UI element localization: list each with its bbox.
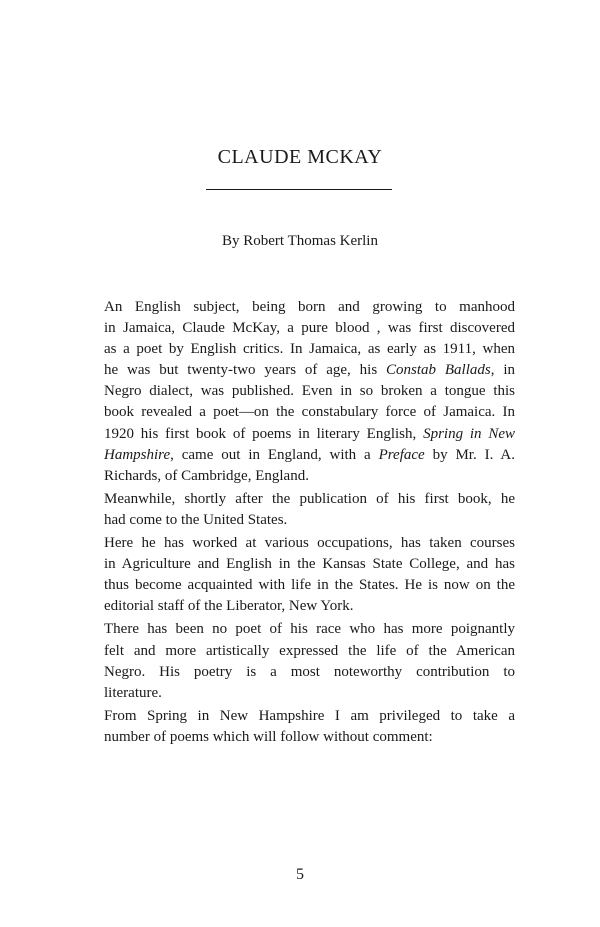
text-segment: Richards, of Cambridge, England. [104, 467, 309, 484]
paragraph [104, 489, 515, 531]
text-segment: as a poet by English critics. In Jamaica, as early as 1911, when [104, 341, 515, 358]
text-line [104, 489, 515, 510]
text-segment: in Agriculture and English in the Kansas State College, and has [104, 556, 515, 573]
text-line [104, 533, 515, 554]
text-line [104, 381, 515, 402]
text-segment: Here he has worked at various occupations, has taken courses [104, 535, 515, 552]
paragraph [104, 297, 515, 487]
text-line [104, 297, 515, 318]
text-segment: 1920 his first book of poems in literary English, [104, 425, 424, 442]
page-number: 5 [296, 866, 304, 883]
text-line [104, 360, 515, 381]
text-segment: felt and more artistically expressed the life of the American [104, 642, 515, 659]
paragraph [104, 619, 515, 703]
text-segment: , came out in England, with a [170, 446, 379, 463]
text-line [104, 339, 515, 360]
text-line [104, 318, 515, 339]
text-line [104, 683, 515, 704]
text-line [104, 727, 515, 748]
text-line [104, 619, 515, 640]
italic-title: Constab Ballads [386, 362, 491, 379]
text-segment: An English subject, being born and growing to manhood [104, 299, 515, 315]
text-segment: in Jamaica, Claude McKay, a pure blood , was first discovered [104, 320, 515, 337]
text-line [104, 554, 515, 575]
text-segment: by Mr. I. A. [424, 446, 515, 463]
body-text [104, 297, 515, 750]
paragraph [104, 533, 515, 617]
author-byline: By Robert Thomas Kerlin [222, 233, 378, 249]
text-segment: Negro. His poetry is a most noteworthy contribution to [104, 663, 515, 680]
text-line [104, 466, 515, 487]
paragraph [104, 706, 515, 748]
text-line [104, 510, 515, 531]
text-segment: Meanwhile, shortly after the publication of his first book, he [104, 490, 515, 507]
text-segment: he was but twenty-two years of age, his [104, 362, 387, 379]
italic-title: Hampshire [104, 446, 171, 463]
text-segment: had come to the United States. [104, 511, 288, 528]
text-line [104, 641, 515, 662]
text-segment: book revealed a poet—on the constabulary force of Jamaica. In [104, 404, 515, 421]
text-segment: number of poems which will follow without comment: [104, 728, 433, 745]
title-divider [206, 189, 392, 190]
italic-title: Preface [378, 446, 425, 463]
text-segment: From Spring in New Hampshire I am privileged to take a [104, 707, 515, 724]
text-line [104, 706, 515, 727]
text-line [104, 662, 515, 683]
text-segment: editorial staff of the Liberator, New York. [104, 598, 354, 615]
text-line [104, 445, 515, 466]
text-line [104, 402, 515, 423]
text-line [104, 575, 515, 596]
text-segment: thus become acquainted with life in the States. He is now on the [104, 577, 515, 594]
italic-title: Spring in New [423, 425, 515, 442]
text-segment: , in [490, 362, 515, 379]
text-segment: Negro dialect, was published. Even in so broken a tongue this [104, 383, 515, 400]
text-line [104, 424, 515, 445]
chapter-title: CLAUDE MCKAY [217, 146, 383, 168]
text-segment: literature. [104, 684, 162, 701]
text-line [104, 596, 515, 617]
text-segment: There has been no poet of his race who has more poignantly [104, 621, 515, 638]
